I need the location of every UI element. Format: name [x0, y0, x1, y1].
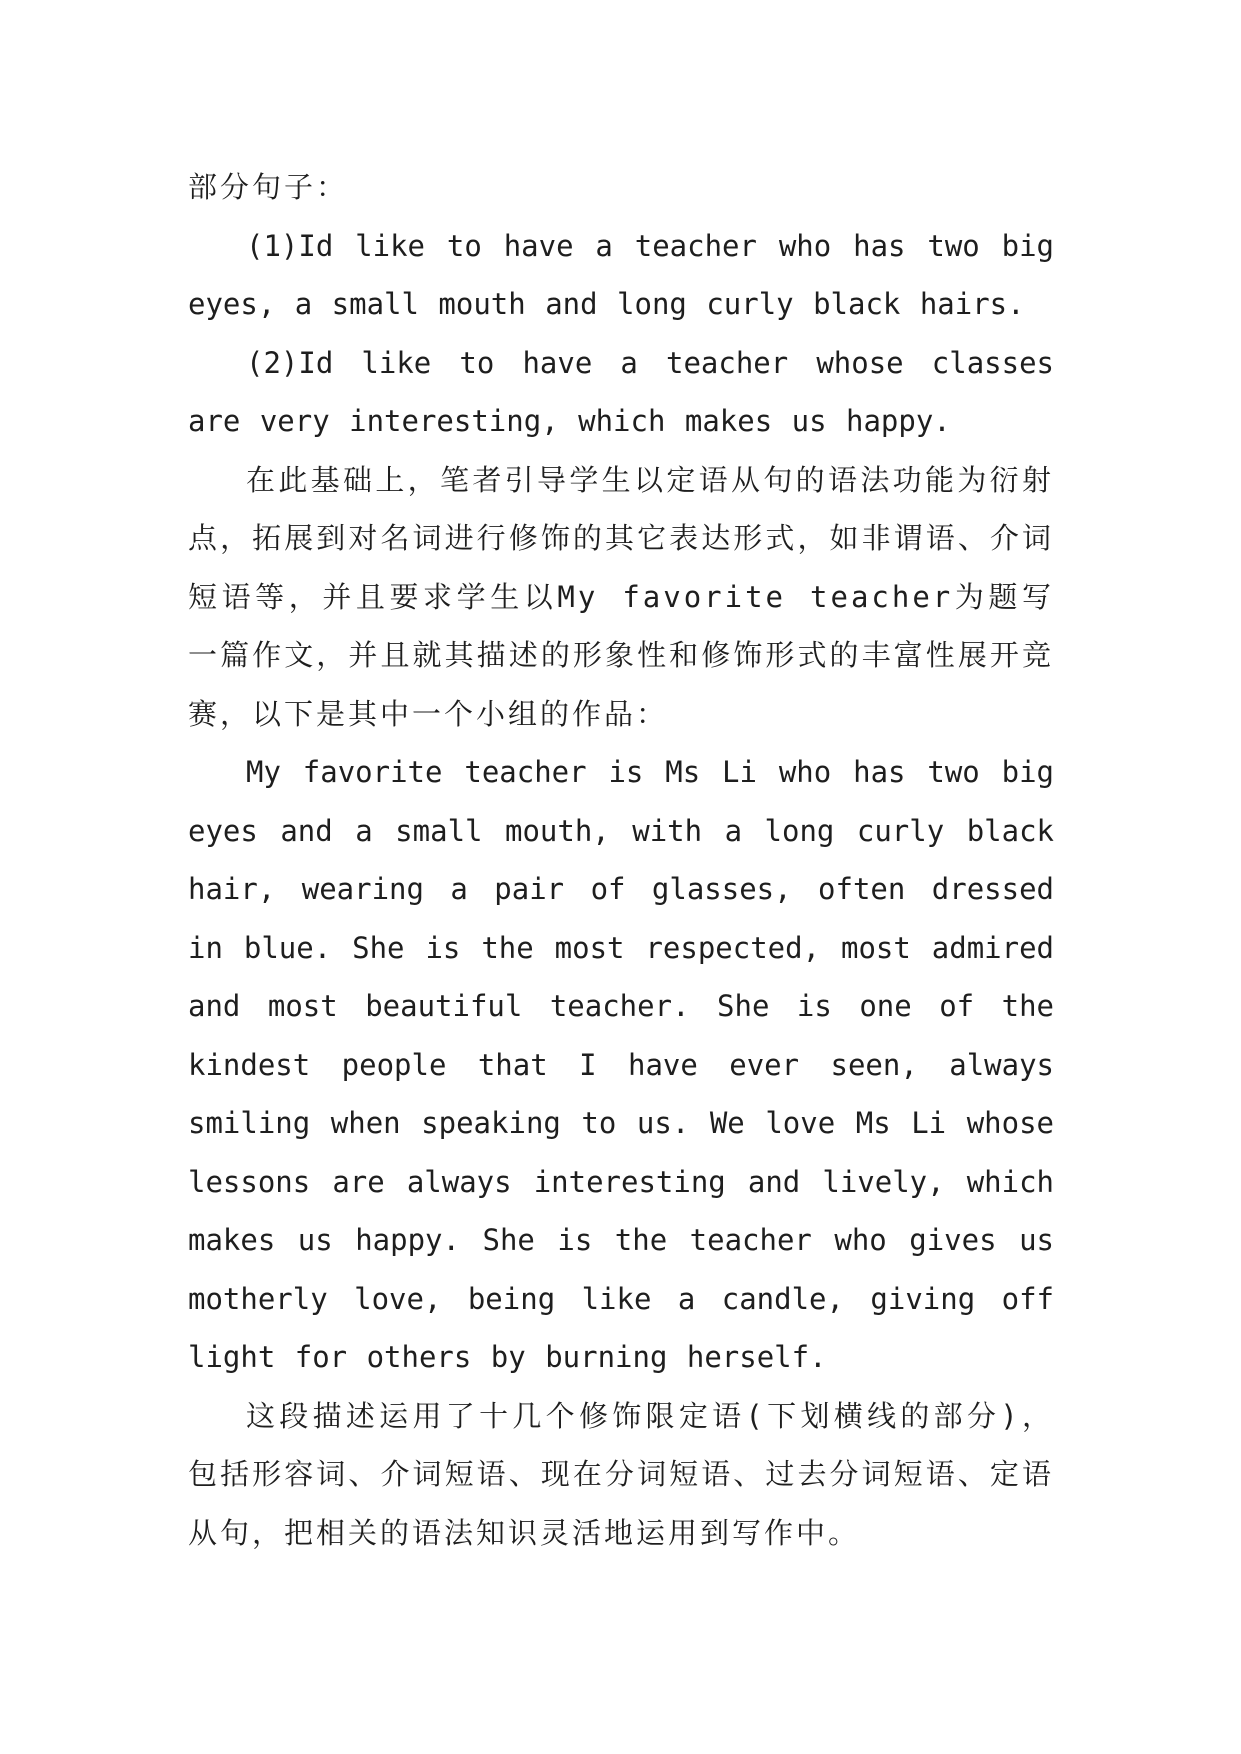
paragraph-intro: 部分句子： — [188, 170, 349, 204]
paragraph-essay: My favorite teacher is Ms Li who has two big eyes and a small mouth, with a long curly black hair, wearing a pair of glasses, often dressed in blue. She is the most respected, most admired and most beautiful teacher. She is one of the kindest people that I have ever seen, always smiling when speaking to us. We love Ms Li whose lessons are always interesting and lively, which makes us happy. She is the teacher who gives us motherly love, being like a candle, giving off light for others by burning herself. — [188, 755, 1054, 1374]
paragraph-summary: 这段描述运用了十几个修饰限定语(下划横线的部分)，包括形容词、介词短语、现在分词短语、过去分词短语、定语从句，把相关的语法知识灵活地运用到写作中。 — [188, 1398, 1054, 1550]
paragraph-sentence-2: (2)Id like to have a teacher whose classes are very interesting, which makes us happy. — [188, 345, 1054, 438]
paragraph-sentence-1: (1)Id like to have a teacher who has two big eyes, a small mouth and long curly black hairs. — [188, 228, 1054, 321]
document-body — [188, 158, 1054, 1562]
paragraph-method: 在此基础上，笔者引导学生以定语从句的语法功能为衍射点，拓展到对名词进行修饰的其它表达形式，如非谓语、介词短语等，并且要求学生以My favorite teacher为题写一篇作文，并且就其描述的形象性和修饰形式的丰富性展开竞赛，以下是其中一个小组的作品： — [188, 462, 1054, 731]
